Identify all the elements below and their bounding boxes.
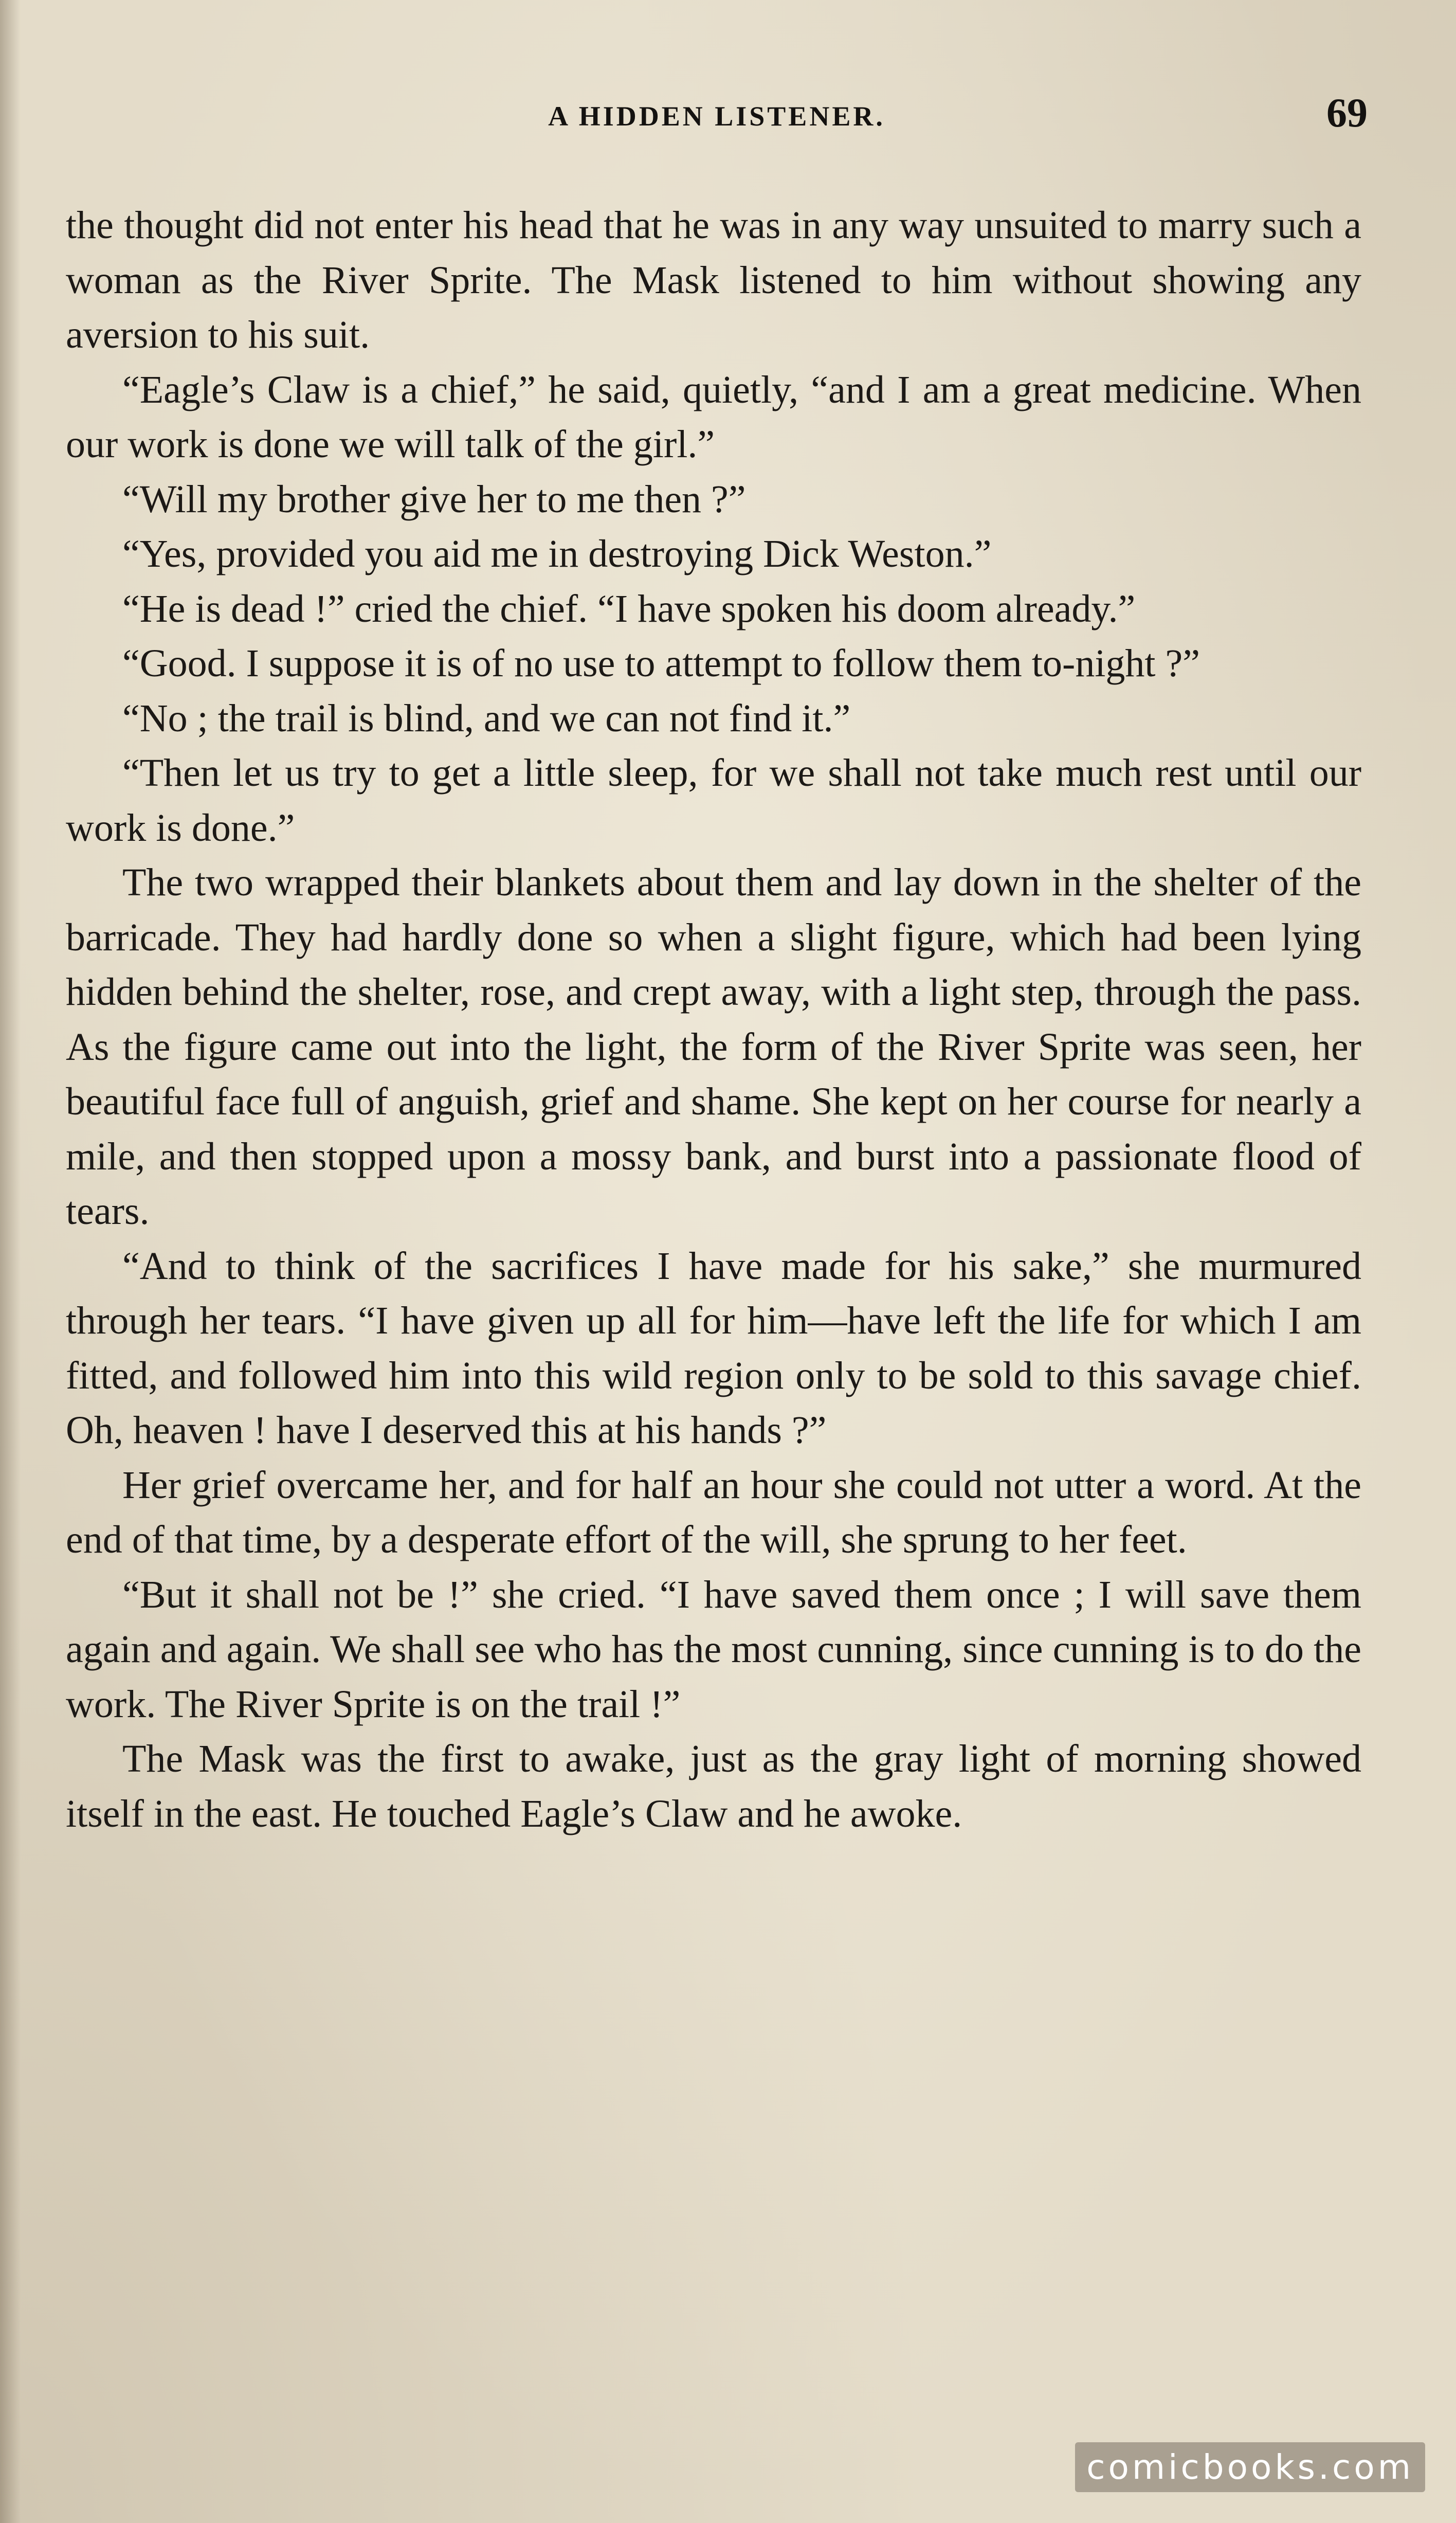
- paragraph: The Mask was the first to awake, just as the gray light of morning showed itself in the east. He touched Eagle’s Claw and he awoke.: [66, 1737, 1361, 1835]
- paragraph: “No ; the trail is blind, and we can not find it.”: [122, 696, 851, 740]
- body-text: [66, 198, 1361, 1841]
- paragraph: “Good. I suppose it is of no use to attempt to follow them to-night ?”: [122, 642, 1200, 685]
- paragraph: the thought did not enter his head that he was in any way unsuited to marry such a woman as the River Sprite. The Mask listened to him without showing any aversion to his suit.: [66, 204, 1361, 356]
- paragraph: “Then let us try to get a little sleep, for we shall not take much rest until our work is done.”: [66, 751, 1361, 850]
- paragraph: “But it shall not be !” she cried. “I have saved them once ; I will save them again and again. We shall see who has the most cunning, since cunning is to do the work. The River Sprite is on the trail !”: [66, 1573, 1361, 1726]
- paragraph: “He is dead !” cried the chief. “I have spoken his doom already.”: [122, 587, 1136, 630]
- paragraph: “Eagle’s Claw is a chief,” he said, quietly, “and I am a great medicine. When our work is done we will talk of the girl.”: [66, 368, 1361, 466]
- paragraph: Her grief overcame her, and for half an hour she could not utter a word. At the end of that time, by a desperate effort of the will, she sprung to her feet.: [66, 1463, 1361, 1561]
- paragraph: The two wrapped their blankets about them and lay down in the shelter of the barricade. They had hardly done so when a slight figure, which had been lying hidden behind the shelter, rose, and crept away, with a light step, through the pass. As the figure came out into the light, the form of the River Sprite was seen, her beautiful face full of anguish, grief and shame. She kept on her course for nearly a mile, and then stopped upon a mossy bank, and burst into a passionate flood of tears.: [66, 861, 1361, 1233]
- paragraph: “And to think of the sacrifices I have made for his sake,” she murmured through her tears. “I have given up all for him—have left the life for which I am fitted, and followed him into this wild region only to be sold to this savage chief. Oh, heaven ! have I deserved this at his hands ?”: [66, 1244, 1361, 1452]
- page-number: 69: [1326, 91, 1368, 136]
- page-edge-shadow: [0, 0, 21, 2523]
- running-title: A HIDDEN LISTENER.: [548, 101, 885, 132]
- paragraph: “Will my brother give her to me then ?”: [122, 477, 746, 521]
- paragraph: “Yes, provided you aid me in destroying Dick Weston.”: [122, 532, 992, 575]
- watermark: comicbooks.com: [1075, 2442, 1425, 2492]
- running-head: [66, 90, 1368, 147]
